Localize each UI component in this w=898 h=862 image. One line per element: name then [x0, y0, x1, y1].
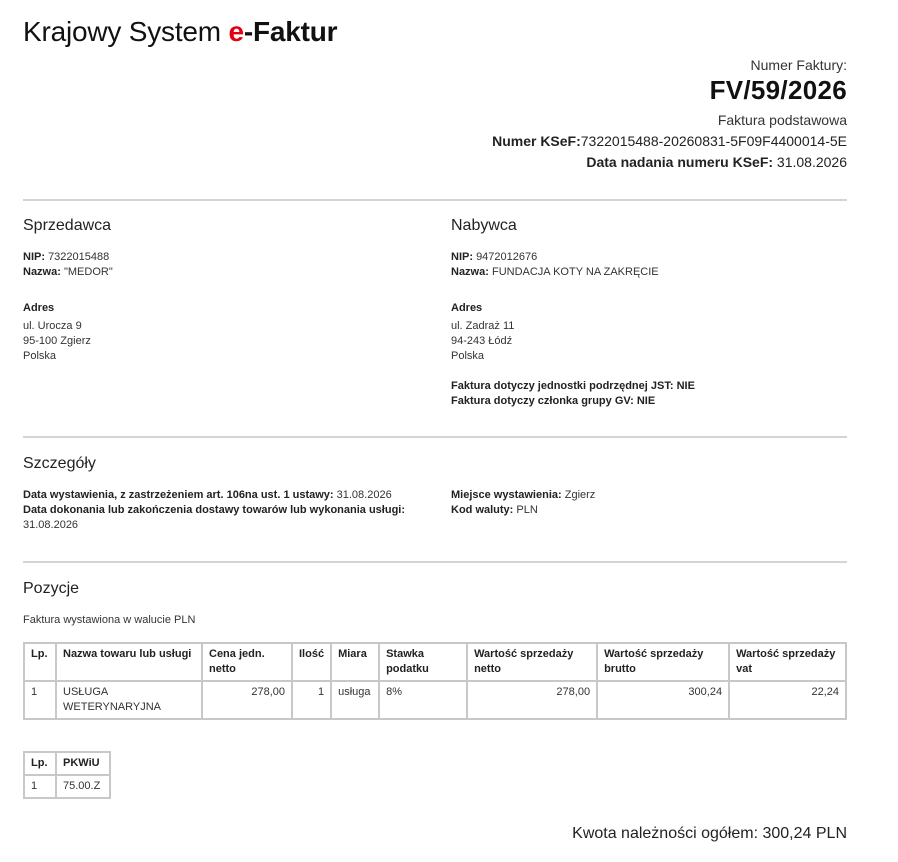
- details-right: [451, 488, 595, 518]
- currency-note: Faktura wystawiona w walucie PLN: [23, 614, 196, 626]
- column-header: Stawka podatku: [379, 643, 467, 681]
- table-header-row: [24, 752, 110, 775]
- gv-label: Faktura dotyczy członka grupy GV:: [451, 395, 634, 407]
- cell-vat-value: 22,24: [729, 681, 846, 719]
- ksef-date-row: [586, 154, 847, 170]
- delivery-date: 31.08.2026: [23, 519, 79, 531]
- seller-address: [23, 301, 91, 364]
- divider: [23, 561, 847, 563]
- seller-nip-label: NIP:: [23, 251, 45, 263]
- buyer-address: [451, 301, 514, 364]
- seller-name-row: [23, 265, 113, 280]
- seller-nip: 7322015488: [48, 251, 110, 263]
- pkwiu-table: [23, 751, 111, 799]
- buyer-address-line: Polska: [451, 350, 485, 362]
- total-amount-row: [572, 825, 847, 843]
- buyer-name-label: Nazwa:: [451, 266, 489, 278]
- cell-lp: 1: [24, 775, 56, 798]
- table-row: [24, 775, 110, 798]
- column-header: Lp.: [24, 643, 56, 681]
- place: Zgierz: [564, 489, 596, 501]
- table-row: [24, 681, 846, 719]
- issue-date-label: Data wystawienia, z zastrzeżeniem art. 106na ust. 1 ustawy:: [23, 489, 334, 501]
- column-header: Miara: [331, 643, 379, 681]
- seller-heading: Sprzedawca: [23, 217, 112, 234]
- currency-row: [451, 503, 595, 518]
- cell-net-value: 278,00: [467, 681, 597, 719]
- invoice-number: FV/59/2026: [709, 75, 847, 105]
- buyer-address-line: 94-243 Łódź: [451, 335, 513, 347]
- column-header: Lp.: [24, 752, 56, 775]
- details-heading: Szczegóły: [23, 455, 96, 472]
- seller-address-line: ul. Urocza 9: [23, 320, 82, 332]
- buyer-nip-row: [451, 250, 659, 265]
- jst-row: [451, 379, 695, 394]
- seller-name: "MEDOR": [63, 266, 113, 278]
- cell-quantity: 1: [292, 681, 331, 719]
- buyer-heading: Nabywca: [451, 217, 517, 234]
- issue-date: 31.08.2026: [336, 489, 392, 501]
- delivery-date-label: Data dokonania lub zakończenia dostawy towarów lub wykonania usługi:: [23, 504, 406, 516]
- jst-value: NIE: [676, 380, 695, 392]
- total-value: 300,24 PLN: [762, 825, 847, 842]
- buyer-nip: 9472012676: [476, 251, 538, 263]
- ksef-number: 7322015488-20260831-5F09F4400014-5E: [580, 133, 847, 149]
- cell-pkwiu: 75.00.Z: [56, 775, 110, 798]
- seller-address-label: Adres: [23, 302, 55, 314]
- positions-table: [23, 642, 847, 720]
- column-header: Cena jedn. netto: [202, 643, 292, 681]
- buyer-name: FUNDACJA KOTY NA ZAKRĘCIE: [491, 266, 659, 278]
- column-header: Wartość sprzedaży netto: [467, 643, 597, 681]
- column-header: Wartość sprzedaży brutto: [597, 643, 729, 681]
- seller-address-line: Polska: [23, 350, 57, 362]
- seller-name-label: Nazwa:: [23, 266, 61, 278]
- ksef-number-row: [492, 133, 847, 149]
- currency-label: Kod waluty:: [451, 504, 514, 516]
- seller-block: [23, 250, 113, 280]
- buyer-flags: [451, 379, 695, 409]
- place-label: Miejsce wystawienia:: [451, 489, 562, 501]
- page-title: [23, 16, 337, 48]
- cell-unit-price: 278,00: [202, 681, 292, 719]
- divider: [23, 436, 847, 438]
- column-header: Ilość: [292, 643, 331, 681]
- issue-date-row: [23, 488, 423, 503]
- delivery-date-row: [23, 503, 423, 533]
- invoice-type: Faktura podstawowa: [717, 112, 847, 128]
- ksef-date: 31.08.2026: [776, 154, 847, 170]
- cell-item-name: USŁUGA WETERYNARYJNA: [56, 681, 202, 719]
- table-header-row: [24, 643, 846, 681]
- column-header: Nazwa towaru lub usługi: [56, 643, 202, 681]
- ksef-date-label: Data nadania numeru KSeF:: [586, 154, 774, 170]
- jst-label: Faktura dotyczy jednostki podrzędnej JST:: [451, 380, 674, 392]
- seller-nip-row: [23, 250, 113, 265]
- buyer-address-line: ul. Zadraż 11: [451, 320, 515, 332]
- cell-unit: usługa: [331, 681, 379, 719]
- cell-gross-value: 300,24: [597, 681, 729, 719]
- total-label: Kwota należności ogółem:: [572, 825, 759, 842]
- divider: [23, 199, 847, 201]
- positions-heading: Pozycje: [23, 580, 80, 597]
- invoice-number-label: Numer Faktury:: [750, 57, 847, 73]
- gv-value: NIE: [636, 395, 656, 407]
- buyer-name-row: [451, 265, 659, 280]
- title-part1: Krajowy System: [23, 16, 229, 47]
- details-left: [23, 488, 423, 533]
- ksef-number-label: Numer KSeF:: [492, 133, 581, 149]
- buyer-nip-label: NIP:: [451, 251, 473, 263]
- buyer-address-label: Adres: [451, 302, 483, 314]
- column-header: Wartość sprzedaży vat: [729, 643, 846, 681]
- seller-address-line: 95-100 Zgierz: [23, 335, 91, 347]
- title-e-letter: e: [228, 16, 244, 47]
- gv-row: [451, 394, 695, 409]
- column-header: PKWiU: [56, 752, 110, 775]
- cell-tax-rate: 8%: [379, 681, 467, 719]
- currency: PLN: [516, 504, 538, 516]
- title-part2: -Faktur: [243, 16, 338, 47]
- cell-lp: 1: [24, 681, 56, 719]
- place-row: [451, 488, 595, 503]
- buyer-block: [451, 250, 659, 280]
